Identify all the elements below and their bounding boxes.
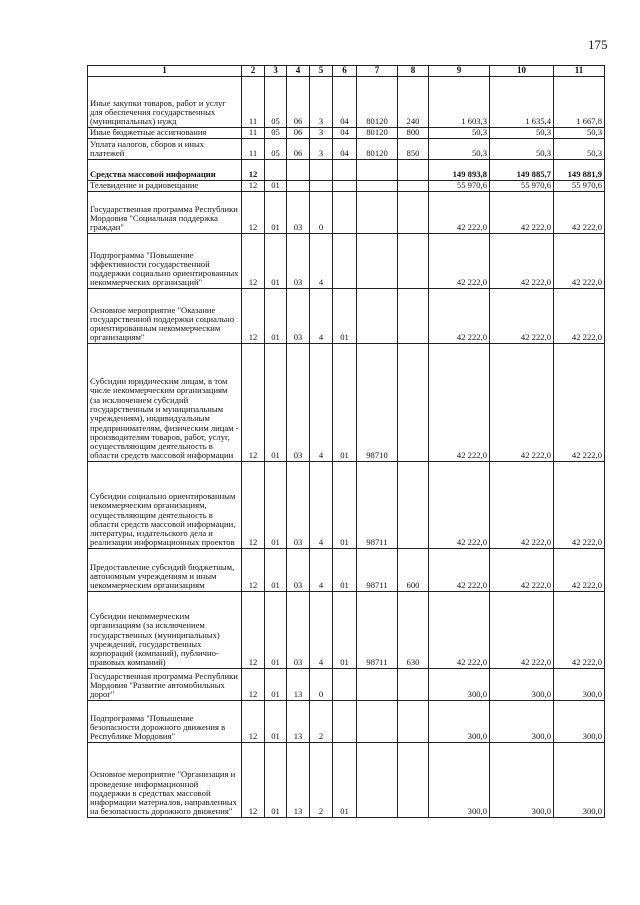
code-expense-type: 800 <box>398 127 429 138</box>
code-subsection: 01 <box>265 668 287 700</box>
row-name: Государственная программа Республики Мордовия "Социальная поддержка граждан" <box>88 191 242 233</box>
code-measure: 01 <box>333 591 357 668</box>
amount-col-11: 300,0 <box>554 700 605 742</box>
code-expense-type: 850 <box>398 138 429 159</box>
amount-col-11: 149 881,9 <box>554 159 605 180</box>
code-program: 13 <box>287 700 310 742</box>
budget-table <box>87 65 605 818</box>
code-section: 12 <box>242 159 265 180</box>
code-direction: 98710 <box>357 343 398 461</box>
column-header-3: 3 <box>265 66 287 77</box>
row-name: Средства массовой информации <box>88 159 242 180</box>
column-header-6: 6 <box>333 66 357 77</box>
code-expense-type <box>398 191 429 233</box>
column-header-8: 8 <box>398 66 429 77</box>
code-subprogram <box>310 180 333 191</box>
table-row <box>88 548 605 591</box>
page-number: 175 <box>588 37 608 52</box>
amount-col-10: 50,3 <box>490 138 554 159</box>
code-expense-type <box>398 461 429 548</box>
code-expense-type <box>398 700 429 742</box>
code-subsection: 01 <box>265 343 287 461</box>
table-row <box>88 591 605 668</box>
amount-col-10: 42 222,0 <box>490 461 554 548</box>
amount-col-9: 50,3 <box>429 127 490 138</box>
code-direction <box>357 233 398 288</box>
amount-col-11: 1 667,8 <box>554 76 605 127</box>
row-name: Иные закупки товаров, работ и услуг для обеспечения государственных (муниципальных) нужд <box>88 76 242 127</box>
row-name: Субсидии социально ориентированным некоммерческим организациям, осуществляющим деятельность в области средств массовой информации, литературы, издательского дела и реализации информационных проектов <box>88 461 242 548</box>
amount-col-9: 42 222,0 <box>429 461 490 548</box>
table-row <box>88 461 605 548</box>
column-header-2: 2 <box>242 66 265 77</box>
row-name: Государственная программа Республики Мордовия "Развитие автомобильных дорог" <box>88 668 242 700</box>
code-expense-type <box>398 742 429 817</box>
amount-col-10: 149 885,7 <box>490 159 554 180</box>
code-subsection: 01 <box>265 288 287 343</box>
amount-col-9: 42 222,0 <box>429 591 490 668</box>
code-section: 11 <box>242 76 265 127</box>
column-header-4: 4 <box>287 66 310 77</box>
code-section: 12 <box>242 461 265 548</box>
code-section: 11 <box>242 127 265 138</box>
code-section: 12 <box>242 233 265 288</box>
table-row <box>88 159 605 180</box>
code-subsection: 05 <box>265 138 287 159</box>
code-subprogram: 4 <box>310 591 333 668</box>
code-subsection: 01 <box>265 233 287 288</box>
table-row <box>88 742 605 817</box>
code-subprogram: 2 <box>310 700 333 742</box>
code-subprogram <box>310 159 333 180</box>
row-name: Подпрограмма "Повышение безопасности дорожного движения в Республике Мордовия" <box>88 700 242 742</box>
code-subsection: 01 <box>265 700 287 742</box>
row-name: Уплата налогов, сборов и иных платежей <box>88 138 242 159</box>
table-row <box>88 76 605 127</box>
code-section: 12 <box>242 288 265 343</box>
code-section: 12 <box>242 343 265 461</box>
amount-col-9: 42 222,0 <box>429 548 490 591</box>
amount-col-10: 42 222,0 <box>490 191 554 233</box>
code-subprogram: 4 <box>310 288 333 343</box>
amount-col-10: 300,0 <box>490 742 554 817</box>
code-direction: 98711 <box>357 591 398 668</box>
code-section: 12 <box>242 548 265 591</box>
code-direction <box>357 191 398 233</box>
table-row <box>88 127 605 138</box>
code-program: 06 <box>287 138 310 159</box>
amount-col-9: 300,0 <box>429 742 490 817</box>
code-expense-type: 240 <box>398 76 429 127</box>
row-name: Телевидение и радиовещание <box>88 180 242 191</box>
code-program: 03 <box>287 233 310 288</box>
column-header-10: 10 <box>490 66 554 77</box>
code-direction <box>357 700 398 742</box>
column-header-7: 7 <box>357 66 398 77</box>
code-section: 11 <box>242 138 265 159</box>
amount-col-11: 42 222,0 <box>554 591 605 668</box>
code-section: 12 <box>242 191 265 233</box>
code-subprogram: 3 <box>310 138 333 159</box>
code-measure: 04 <box>333 138 357 159</box>
amount-col-9: 1 603,3 <box>429 76 490 127</box>
code-expense-type <box>398 668 429 700</box>
amount-col-11: 42 222,0 <box>554 288 605 343</box>
amount-col-9: 42 222,0 <box>429 343 490 461</box>
code-section: 12 <box>242 180 265 191</box>
code-direction <box>357 742 398 817</box>
code-subsection: 01 <box>265 180 287 191</box>
code-subprogram: 4 <box>310 548 333 591</box>
code-program: 03 <box>287 288 310 343</box>
amount-col-9: 149 893,8 <box>429 159 490 180</box>
code-subsection: 01 <box>265 461 287 548</box>
amount-col-10: 42 222,0 <box>490 288 554 343</box>
code-subsection: 01 <box>265 548 287 591</box>
amount-col-10: 55 970,6 <box>490 180 554 191</box>
code-subprogram: 4 <box>310 343 333 461</box>
table-row <box>88 191 605 233</box>
amount-col-9: 50,3 <box>429 138 490 159</box>
code-subprogram: 0 <box>310 668 333 700</box>
code-direction: 80120 <box>357 138 398 159</box>
amount-col-10: 42 222,0 <box>490 548 554 591</box>
code-direction: 80120 <box>357 127 398 138</box>
code-direction <box>357 180 398 191</box>
code-direction: 98711 <box>357 548 398 591</box>
code-measure <box>333 180 357 191</box>
row-name: Подпрограмма "Повышение эффективности государственной поддержки социально ориентированных некоммерческих организаций" <box>88 233 242 288</box>
row-name: Основное мероприятие "Оказание государственной поддержки социально ориентированным некоммерческим организациям" <box>88 288 242 343</box>
code-program: 03 <box>287 591 310 668</box>
amount-col-10: 42 222,0 <box>490 233 554 288</box>
amount-col-11: 42 222,0 <box>554 343 605 461</box>
code-subsection: 01 <box>265 591 287 668</box>
code-program: 13 <box>287 668 310 700</box>
row-name: Субсидии юридическим лицам, в том числе некоммерческим организациям (за исключением субсидий государственным и муниципальным учреждениям), индивидуальным предпринимателям, физическим лицам - производителям товаров, работ, услуг, осуществляющим деятельность в области средств массовой информации <box>88 343 242 461</box>
amount-col-11: 42 222,0 <box>554 548 605 591</box>
table-body <box>88 76 605 817</box>
amount-col-9: 42 222,0 <box>429 233 490 288</box>
code-subprogram: 0 <box>310 191 333 233</box>
code-subsection: 05 <box>265 127 287 138</box>
amount-col-9: 300,0 <box>429 668 490 700</box>
column-header-1: 1 <box>88 66 242 77</box>
code-measure <box>333 159 357 180</box>
code-expense-type <box>398 343 429 461</box>
code-expense-type: 600 <box>398 548 429 591</box>
row-name: Предоставление субсидий бюджетным, автономным учреждениям и иным некоммерческим организациям <box>88 548 242 591</box>
code-program: 03 <box>287 343 310 461</box>
code-program <box>287 159 310 180</box>
code-measure: 01 <box>333 548 357 591</box>
code-expense-type <box>398 159 429 180</box>
amount-col-9: 42 222,0 <box>429 288 490 343</box>
code-subsection: 05 <box>265 76 287 127</box>
code-program: 03 <box>287 548 310 591</box>
table-header-row <box>88 66 605 77</box>
code-program <box>287 180 310 191</box>
table-row <box>88 288 605 343</box>
table-row <box>88 233 605 288</box>
code-measure: 01 <box>333 742 357 817</box>
code-subprogram: 3 <box>310 127 333 138</box>
code-subprogram: 3 <box>310 76 333 127</box>
code-measure: 04 <box>333 127 357 138</box>
table-row <box>88 180 605 191</box>
code-direction <box>357 159 398 180</box>
code-expense-type <box>398 180 429 191</box>
amount-col-11: 50,3 <box>554 127 605 138</box>
table-row <box>88 700 605 742</box>
row-name: Основное мероприятие "Организация и проведение информационной поддержки в средствах массовой информации материалов, направленных на безопасность дорожного движения" <box>88 742 242 817</box>
code-program: 13 <box>287 742 310 817</box>
code-subsection <box>265 159 287 180</box>
column-header-9: 9 <box>429 66 490 77</box>
code-section: 12 <box>242 591 265 668</box>
code-program: 06 <box>287 76 310 127</box>
code-measure: 04 <box>333 76 357 127</box>
code-measure <box>333 700 357 742</box>
amount-col-9: 42 222,0 <box>429 191 490 233</box>
code-measure: 01 <box>333 461 357 548</box>
row-name: Иные бюджетные ассигнования <box>88 127 242 138</box>
code-program: 03 <box>287 461 310 548</box>
amount-col-11: 42 222,0 <box>554 191 605 233</box>
code-subprogram: 2 <box>310 742 333 817</box>
amount-col-9: 300,0 <box>429 700 490 742</box>
code-measure: 01 <box>333 343 357 461</box>
code-expense-type: 630 <box>398 591 429 668</box>
code-expense-type <box>398 288 429 343</box>
amount-col-10: 42 222,0 <box>490 591 554 668</box>
code-section: 12 <box>242 700 265 742</box>
code-subprogram: 4 <box>310 461 333 548</box>
amount-col-11: 55 970,6 <box>554 180 605 191</box>
amount-col-11: 42 222,0 <box>554 461 605 548</box>
code-section: 12 <box>242 668 265 700</box>
code-subsection: 01 <box>265 191 287 233</box>
code-program: 06 <box>287 127 310 138</box>
amount-col-10: 42 222,0 <box>490 343 554 461</box>
column-header-11: 11 <box>554 66 605 77</box>
table-row <box>88 343 605 461</box>
amount-col-11: 300,0 <box>554 742 605 817</box>
code-direction <box>357 288 398 343</box>
amount-col-11: 42 222,0 <box>554 233 605 288</box>
code-measure <box>333 233 357 288</box>
table-row <box>88 138 605 159</box>
table-row <box>88 668 605 700</box>
code-subprogram: 4 <box>310 233 333 288</box>
amount-col-10: 50,3 <box>490 127 554 138</box>
code-direction: 80120 <box>357 76 398 127</box>
amount-col-10: 1 635,4 <box>490 76 554 127</box>
code-expense-type <box>398 233 429 288</box>
code-program: 03 <box>287 191 310 233</box>
amount-col-9: 55 970,6 <box>429 180 490 191</box>
code-direction <box>357 668 398 700</box>
code-measure: 01 <box>333 288 357 343</box>
column-header-5: 5 <box>310 66 333 77</box>
code-measure <box>333 191 357 233</box>
amount-col-11: 300,0 <box>554 668 605 700</box>
code-section: 12 <box>242 742 265 817</box>
code-direction: 98711 <box>357 461 398 548</box>
code-subsection: 01 <box>265 742 287 817</box>
amount-col-10: 300,0 <box>490 700 554 742</box>
amount-col-11: 50,3 <box>554 138 605 159</box>
code-measure <box>333 668 357 700</box>
amount-col-10: 300,0 <box>490 668 554 700</box>
row-name: Субсидии некоммерческим организациям (за исключением государственных (муниципальных) учреждений, государственных корпораций (компаний), публично-правовых компаний) <box>88 591 242 668</box>
